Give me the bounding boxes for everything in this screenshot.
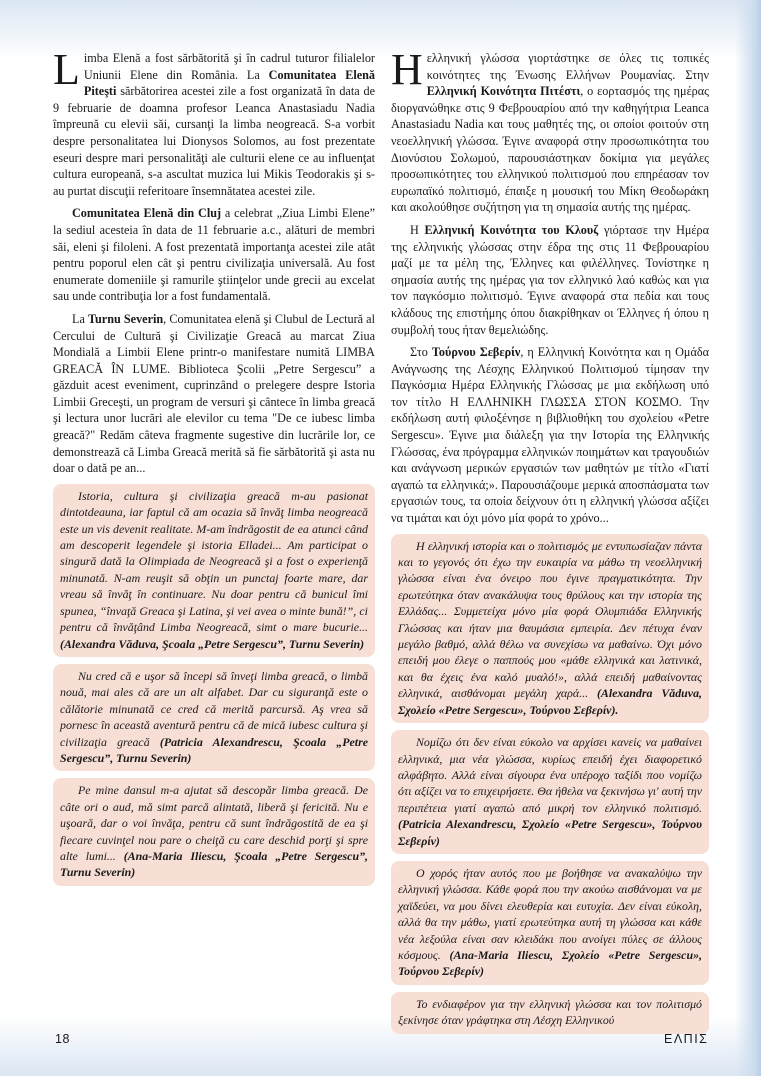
quote-credit: (Patricia Alexandrescu, Şcoala „Petre Sergescu”, Turnu Severin) [60,734,368,765]
student-quote: Nu cred că e uşor să începi să înveţi limba greacă, o limbă nouă, mai ales că are un alt alfabet. Dar cu siguranţă este o călătorie minunată ce cred că merită parcursă. Aş vrea să pornesc în această aventură pentru că de mică iubesc cultura şi civilizaţia greacă (Patricia Alexandrescu, Şcoala „Petre Sergescu”, Turnu Severin) [53,664,375,771]
page-number: 18 [55,1032,70,1046]
community-name: Comunitatea Elenă Piteşti [83,67,375,99]
community-name: Comunitatea Elenă din Cluj [72,206,222,221]
paragraph-cluj-gr: Η Ελληνική Κοινότητα του Κλουζ γιόρτασε την Ημέρα της ελληνικής γλώσσας στην έδρα της στις 11 Φεβρουαρίου μαζί με τα μέλη της, Έλληνες και φιλέλληνες. Τονίστηκε η σημασία αυτής της ημέρας για τον ελληνικό λαό καθώς και για τον παγκόσμιο πολιτισμό. Έγινε αναφορά στα πεδία και τους κλάδους της επιστήμης όπου διακρίθηκαν οι Έλληνες ή όπου η συμβολή τους ήταν θεμελιώδης. [391,222,710,337]
paragraph-turnu-severin-gr: Στο Τούρνου Σεβερίν, η Ελληνική Κοινότητα και η Ομάδα Ανάγνωσης της Λέσχης Ελληνικού Πολιτισμού τίμησαν την Παγκόσμια Ημέρα Ελληνικής Γλώσσας με μια εκδήλωση υπό τον τίτλο Η ΕΛΛΗΝΙΚΗ ΓΛΩΣΣΑ ΣΤΟΝ ΚΟΣΜΟ. Την εκδήλωση αυτή φιλοξένησε η βιβλιοθήκη του σχολείου «Petre Sergescu». Έγινε μια διάλεξη για την Ιστορία της Ελληνικής Γλώσσας, ένα πρόγραμμα ελληνικών ποιημάτων και τραγουδιών και ανάγνωση μερικών εργασιών των μαθητών με τίτλο «Γιατί αγαπώ τα ελληνικά;». Παρουσιάζουμε μερικά αποσπάσματα των εργασιών τους, τα οποία δείχνουν ότι η ελληνική γλώσσα αξίζει να τιμάται και όχι μόνο μία φορά το χρόνο... [391,345,709,526]
student-quote: Istoria, cultura şi civilizaţia greacă m-au pasionat dintotdeauna, iar faptul că am ocazia să învăţ limba neogreacă este un vis devenit realitate. M-am îndrăgostit de ea atunci când am descoperit legendele şi istoria Elladei... Am participat o singură dată la Olimpiada de Neogreacă şi a fost o experienţă minunată. N-am reuşit să obţin un punctaj foarte mare, dar vreau să învăţ în continuare. Nu doar pentru că bunicul îmi spunea, “învaţă Greaca şi Latina, şi vei avea o minte bună!”, ci pentru că învăţând Limba Neogreacă, simt o mare bucurie... (Alexandra Văduva, Şcoala „Petre Sergescu”, Turnu Severin) [53,484,375,657]
paragraph-cluj-ro: Comunitatea Elenă din Cluj a celebrat „Ziua Limbi Elene” la sediul acesteia în data de 11 februarie a.c., alături de membri săi, eleni şi filoleni. A fost prezentată importanţa acestei zile atât pentru poporul elen cât şi pentru civilizaţia universală. Au fost enumerate domeniile şi ramurile ştiinţelor unde grecii au excelat sau unde contribuţia lor a fost fundamentală. [53,206,375,304]
community-name: Ελληνική Κοινότητα του Κλουζ [424,222,599,237]
student-quote: Νομίζω ότι δεν είναι εύκολο να αρχίσει κανείς να μαθαίνει ελληνικά, μια νέα γλώσσα, κυρίως επειδή έχει διαφορετικό αλφάβητο. Αλλά είναι σίγουρα ένα υπέροχο ταξίδι που νομίζω ότι αξίζει να το επιχειρήσετε. Θα ήθελα να ξεκινήσω γι' αυτή την περιπέτεια γιατί αγαπώ από μικρή τον ελληνικό πολιτισμό. (Patricia Alexandrescu, Σχολείο «Petre Sergescu», Τούρνου Σεβερίν) [391,730,709,854]
page-edge-strip [735,0,761,1076]
community-name: Ελληνική Κοινότητα Πιτέστι [426,84,581,99]
quote-credit: (Ana-Maria Iliescu, Şcoala „Petre Sergescu”, Turnu Severin) [60,848,368,880]
student-quote: Ο χορός ήταν αυτός που με βοήθησε να ανακαλύψω την ελληνική γλώσσα. Κάθε φορά που την ακούω αισθάνομαι να με χαϊδεύει, να μου δίνει ελευθερία και ευτυχία. Δεν είναι εύκολη, αλλά θα την μάθω, γιατί ερωτεύτηκα αυτή τη γλώσσα και κάθε νέα λεξούλα είναι σαν κλειδάκι που ανοίγει πύλες σε άλλους κόσμους. (Ana-Maria Iliescu, Σχολείο «Petre Sergescu», Τούρνου Σεβερίν) [391,861,709,985]
student-quote: Pe mine dansul m-a ajutat să descopăr limba greacă. De câte ori o aud, mă simt parcă alintată, liberă şi fericită. Nu e uşoară, dar o voi învăţa, pentru că sunt îndrăgostită de ea şi fiecare cuvinţel nou pare o cheiţă cu care deschid porţi şi spre alte lumi... (Ana-Maria Iliescu, Şcoala „Petre Sergescu”, Turnu Severin) [53,778,375,885]
drop-cap: L [53,45,80,94]
paragraph-pitesti-ro: Limba Elenă a fost sărbătorită şi în cadrul tuturor filialelor Uniunii Elene din România. La Comunitatea Elenă Piteşti sărbătorirea acestei zile a fost organizată în data de 9 februarie de doamna profesor Leanca Anastasiadu Nadia împreună cu elevii săi, cursanţi la limba neogreacă. S-a vorbit despre personalitatea lui Dionysos Solomos, au fost prezentate eseuri despre mari personalităţi ale culturii elene ce au influenţat cultura europeană, s-a ascultat muzica lui Mikis Teodorakis şi s-au purtat discuţii referitoare însemnătatea acestei zile. [53,45,375,198]
magazine-title: ΕΛΠΙΣ [664,1032,709,1046]
community-name: Turnu Severin [88,311,164,326]
student-quote: Η ελληνική ιστορία και ο πολιτισμός με εντυπωσίαζαν πάντα και το γεγονός ότι έχω την ευκαιρία να μάθω τη νεοελληνική γλώσσα είναι ένα όνειρο που έγινε πραγματικότητα. Την ερωτεύτηκα όταν ανακάλυψα τους θρύλους και την ιστορία της Ελλάδας... Συμμετείχα μόνο μία φορά Ολυμπιάδα Ελληνικής Γλώσσας και ήταν μια θαυμάσια εμπειρία. Δεν πέτυχα έναν μεγάλο βαθμό, αλλά θέλω να συνεχίσω να μαθαίνω. Όχι μόνο επειδή μου έλεγε ο παππούς μου «μάθε ελληνικά και λατινικά, και θα έχεις ένα καλό μυαλό!», αλλά επειδή μαθαίνοντας ελληνικά, αισθάνομαι μεγάλη χαρά... (Alexandra Văduva, Σχολείο «Petre Sergescu», Τούρνου Σεβερίν). [391,534,709,723]
drop-cap: Η [391,45,423,94]
student-quote: Το ενδιαφέρον για την ελληνική γλώσσα και τον πολιτισμό ξεκίνησε όταν γράφτηκα στη Λέσχη Ελληνικού [391,992,709,1034]
paragraph-turnu-severin-ro: La Turnu Severin, Comunitatea elenă şi Clubul de Lectură al Cercului de Cultură şi Civilizaţie Greacă au marcat Ziua Mondială a Limbii Elene printr-o manifestare numită LIMBA GREACĂ ÎN LUME. Biblioteca Şcolii „Petre Sergescu” a găzduit acest eveniment, cuprinzând o prelegere despre Istoria Limbii Greceşti, un program de versuri şi cântece în limba greacă şi lectura unor lucrări ale elevilor cu tema "De ce iubesc limba greacă?" Redăm câteva fragmente sugestive din lucrările lor, ce demonstrează că Limba Greacă merită să fie sărbătorită şi asta nu doar o dată pe an... [53,311,375,476]
paragraph-pitesti-gr: Ηελληνική γλώσσα γιορτάστηκε σε όλες τις τοπικές κοινότητες της Ένωσης Ελλήνων Ρουμανίας. Στην Ελληνική Κοινότητα Πιτέστι, ο εορτασμός της ημέρας διοργανώθηκε στις 9 Φεβρουαρίου από την καθηγήτρια Leanca Anastasiadu Nadia και τους μαθητές της, οι οποίοι φοιτούν στη νεοελληνική γλώσσα. Έγινε αναφορά στην προσωπικότητα του Διονύσιου Σολωμού, παρουσιάστηκαν δοκίμια για μεγάλες προσωπικότητες του ελληνικού πολιτισμού που επηρέασαν τον ευρωπαϊκό πολιτισμό, έπαιξε η μουσική του Μίκη Θεοδωράκη και ακολούθησε συζήτηση για τη σημασία αυτής της ημέρας. [391,45,709,215]
quote-credit: (Alexandra Văduva, Σχολείο «Petre Sergescu», Τούρνου Σεβερίν). [398,686,702,717]
greek-column [391,45,710,1034]
quote-credit: (Patricia Alexandrescu, Σχολείο «Petre Sergescu», Τούρνου Σεβερίν) [398,817,702,848]
romanian-column [53,45,375,886]
community-name: Τούρνου Σεβερίν [431,345,521,360]
quote-credit: (Ana-Maria Iliescu, Σχολείο «Petre Sergescu», Τούρνου Σεβερίν) [398,947,702,979]
quote-credit: (Alexandra Văduva, Şcoala „Petre Sergescu”, Turnu Severin) [60,636,365,651]
